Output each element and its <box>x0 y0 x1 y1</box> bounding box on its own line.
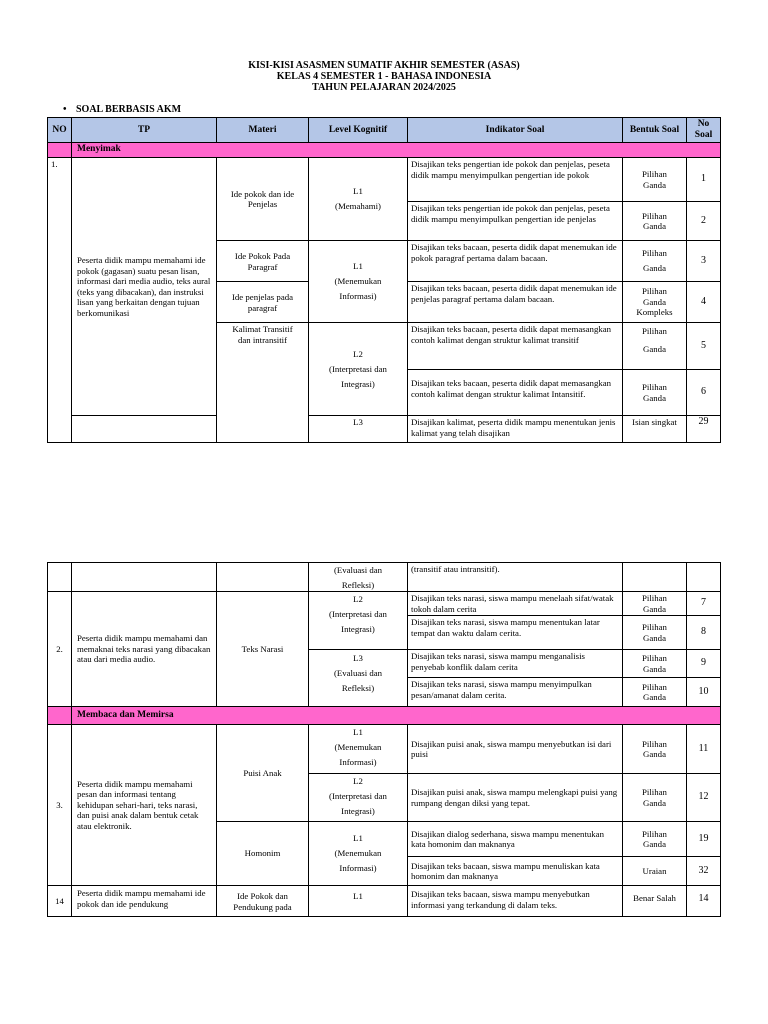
no-soal-cell: 5 <box>686 322 721 370</box>
indikator-cell <box>407 821 623 857</box>
bentuk-text: Pilihan <box>642 653 667 663</box>
no-soal-cell: 14 <box>686 885 721 917</box>
no-soal-cell: 7 <box>686 591 721 616</box>
indikator-cell: Disajikan kalimat, peserta didik mampu menentukan jenis kalimat yang telah disajikan <box>407 415 623 443</box>
level-text: L1 <box>353 186 363 196</box>
bentuk-cell: Uraian <box>622 856 687 886</box>
col-header-indikator: Indikator Soal <box>407 117 623 143</box>
level-text: (Evaluasi dan <box>333 565 383 575</box>
indikator-text: Disajikan dialog sederhana, siswa mampu menentukan kata homonim dan maknanya <box>411 828 604 849</box>
indikator-cell: Disajikan teks pengertian ide pokok dan penjelas, peseta didik mampu menyimpulkan pengertian ide pokok <box>407 157 623 202</box>
bentuk-text: Pilihan <box>642 326 667 336</box>
tp-cell-empty <box>71 415 217 443</box>
indikator-cell: Disajikan teks bacaan, siswa mampu menyebutkan informasi yang terkandung di dalam teks. <box>407 885 623 917</box>
cont-bentuk-cell <box>622 562 687 592</box>
col-header-materi: Materi <box>216 117 309 143</box>
bentuk-cell <box>622 201 687 241</box>
indikator-cell: Disajikan teks bacaan, peserta didik dapat menemukan ide penjelas paragraf pertama dalam bacaan. <box>407 281 623 323</box>
bentuk-text: Ganda <box>643 263 666 273</box>
materi-cell <box>216 885 309 917</box>
cont-tp-cell <box>71 562 217 592</box>
level-text: (Evaluasi dan <box>333 668 383 678</box>
level-text: Informasi) <box>339 291 377 301</box>
indikator-cell: Disajikan teks bacaan, peserta didik dapat menemukan ide pokok paragraf pertama dalam bacaan. <box>407 240 623 282</box>
no-soal-cell: 8 <box>686 615 721 650</box>
materi-text: Paragraf <box>247 261 278 272</box>
bentuk-text: Ganda <box>643 344 666 354</box>
bentuk-cell <box>622 821 687 857</box>
col-header-no-soal <box>686 117 721 143</box>
indikator-cell: Disajikan teks narasi, siswa mampu menyimpulkan pesan/amanat dalam cerita. <box>407 677 623 707</box>
bentuk-text: Pilihan <box>642 738 667 749</box>
bullet-dot-icon: • <box>63 104 67 115</box>
cont-level-cell <box>308 562 408 592</box>
level-cell <box>308 157 408 241</box>
bentuk-text: Pilihan <box>642 210 667 221</box>
level-text: L1 <box>353 833 363 843</box>
indikator-text: Disajikan puisi anak, siswa mampu menyebutkan isi dari puisi <box>411 738 612 759</box>
col-header-level: Level Kognitif <box>308 117 408 143</box>
indikator-text: Disajikan teks bacaan, peserta didik dapat memasangkan contoh kalimat dengan struktur kalimat Intansitif. <box>411 378 612 399</box>
no-soal-cell: 4 <box>686 281 721 323</box>
bullet-label: SOAL BERBASIS AKM <box>76 104 182 115</box>
bentuk-text: Ganda <box>643 632 666 643</box>
materi-text: Ide pokok dan ide <box>230 188 295 199</box>
indikator-cell <box>407 369 623 416</box>
no-soal-cell: 10 <box>686 677 721 707</box>
col-header-no-soal-line2: Soal <box>694 130 713 140</box>
level-text: L3 <box>353 653 363 663</box>
materi-text: Pendukung pada <box>233 901 292 912</box>
cont-no-soal-cell <box>686 562 721 592</box>
bentuk-cell <box>622 724 687 774</box>
col-header-bentuk: Bentuk Soal <box>622 117 687 143</box>
materi-cell: Homonim <box>216 821 309 886</box>
bentuk-cell <box>622 281 687 323</box>
level-text: (Menemukan <box>334 742 382 752</box>
materi-text: Penjelas <box>247 199 278 209</box>
tp-cell <box>71 724 217 886</box>
level-text: (Interpretasi dan <box>329 791 387 801</box>
indikator-cell <box>407 856 623 886</box>
bentuk-cell <box>622 240 687 282</box>
bentuk-text: Ganda <box>643 797 666 808</box>
bentuk-text: Pilihan <box>642 828 667 839</box>
cont-indikator-cell: (transitif atau intransitif). <box>407 562 623 592</box>
indikator-cell <box>407 724 623 774</box>
materi-cell <box>216 240 309 282</box>
level-cell <box>308 415 408 443</box>
tp-text: Peserta didik mampu memahami ide pokok dan ide pendukung <box>77 888 206 909</box>
indikator-cell: Disajikan teks bacaan, peserta didik dapat memasangkan contoh kalimat dengan struktur kalimat transitif <box>407 322 623 370</box>
indikator-cell: Disajikan teks narasi, siswa mampu menentukan latar tempat dan waktu dalam cerita. <box>407 615 623 650</box>
level-cell: L1 <box>308 885 408 917</box>
row-number: 1. <box>47 157 72 443</box>
bentuk-cell: Isian singkat <box>622 415 687 443</box>
bentuk-text: Kompleks <box>636 307 673 318</box>
level-text: L3 <box>353 417 363 427</box>
level-text: Informasi) <box>339 863 377 873</box>
indikator-text: Disajikan teks bacaan, siswa mampu menuliskan kata homonim dan maknanya <box>411 860 600 881</box>
bentuk-cell <box>622 157 687 202</box>
level-cell <box>308 240 408 323</box>
materi-cell <box>216 281 309 323</box>
no-soal-cell: 3 <box>686 240 721 282</box>
indikator-text: Disajikan puisi anak, siswa mampu melengkapi puisi yang rumpang dengan diksi yang tepat. <box>411 787 618 808</box>
bentuk-text: Pilihan <box>642 593 667 603</box>
bentuk-cell <box>622 591 687 616</box>
bentuk-text: Ganda <box>643 392 666 403</box>
bentuk-cell <box>622 615 687 650</box>
no-soal-cell: 11 <box>686 724 721 774</box>
bentuk-text: Ganda <box>643 749 666 759</box>
level-text: Integrasi) <box>341 378 375 389</box>
bentuk-text: Pilihan <box>642 622 667 632</box>
section-row-membaca: Membaca dan Memirsa <box>71 706 721 725</box>
no-soal-cell: 29 <box>686 415 721 443</box>
no-soal-cell: 6 <box>686 369 721 416</box>
tp-cell <box>71 591 217 707</box>
col-header-no: NO <box>47 117 72 143</box>
materi-cell <box>216 157 309 241</box>
no-soal-cell: 19 <box>686 821 721 857</box>
level-cell <box>308 322 408 416</box>
materi-text: dan intransitif <box>237 334 288 345</box>
level-text: L1 <box>353 261 363 271</box>
level-cell <box>308 724 408 774</box>
level-text: (Menemukan <box>334 848 382 858</box>
materi-cell <box>216 322 309 443</box>
cont-materi-cell <box>216 562 309 592</box>
bentuk-text: Ganda <box>643 692 666 702</box>
row-number: 14 <box>47 885 72 917</box>
level-text: (Memahami) <box>335 201 381 211</box>
materi-text: Kalimat Transitif <box>232 324 293 334</box>
document-title-line-3: TAHUN PELAJARAN 2024/2025 <box>312 82 456 93</box>
level-cell <box>308 773 408 822</box>
level-text: L2 <box>353 776 363 786</box>
tp-cell <box>71 885 217 917</box>
level-text: L2 <box>353 594 363 604</box>
bentuk-text: Ganda <box>643 839 666 849</box>
level-text: (Menemukan <box>334 276 382 286</box>
bentuk-cell <box>622 649 687 678</box>
level-text: L1 <box>353 727 363 737</box>
level-text: (Interpretasi dan <box>329 363 387 374</box>
level-text: L2 <box>353 348 363 359</box>
bentuk-text: Ganda <box>643 179 666 190</box>
no-soal-cell: 9 <box>686 649 721 678</box>
bentuk-text: Pilihan <box>642 286 667 297</box>
bentuk-text: Ganda <box>643 603 666 614</box>
level-text: (Interpretasi dan <box>329 609 387 619</box>
indikator-cell: Disajikan teks pengertian ide pokok dan penjelas, peseta didik mampu menyimpulkan pengertian ide penjelas <box>407 201 623 241</box>
section-row-no-cell <box>47 142 72 158</box>
bentuk-cell: Benar Salah <box>622 885 687 917</box>
bentuk-text: Ganda <box>643 221 666 231</box>
bentuk-text: Pilihan <box>642 787 667 797</box>
level-text: Refleksi) <box>341 580 375 590</box>
document-title-line-1: KISI-KISI ASASMEN SUMATIF AKHIR SEMESTER (ASAS) <box>248 60 520 71</box>
no-soal-cell: 12 <box>686 773 721 822</box>
section-bullet <box>63 104 182 115</box>
materi-text: Ide Pokok dan <box>237 891 288 901</box>
indikator-cell: Disajikan teks narasi, siswa mampu menelaah sifat/watak tokoh dalam cerita <box>407 591 623 616</box>
bentuk-cell <box>622 369 687 416</box>
bentuk-text: Pilihan <box>642 169 667 179</box>
level-cell <box>308 649 408 707</box>
bentuk-cell <box>622 773 687 822</box>
tp-text: Peserta didik mampu memahami ide pokok (gagasan) suatu pesan lisan, informasi dari media audio, teks aural (teks yang dibacakan), dan instruksi lisan yang berkaitan dengan tujuan berkomunikasi <box>77 255 211 318</box>
level-text: Integrasi) <box>341 806 375 816</box>
row-number: 2. <box>47 591 72 707</box>
level-text: Informasi) <box>339 757 377 767</box>
level-text: Refleksi) <box>341 683 375 693</box>
bentuk-text: Pilihan <box>642 382 667 392</box>
tp-text: Peserta didik mampu memahami dan memaknai teks narasi yang dibacakan atau dari media audio. <box>77 633 211 665</box>
bentuk-cell <box>622 322 687 370</box>
tp-text: Peserta didik mampu memahami pesan dan informasi tentang kehidupan sehari-hari, teks narasi, dan puisi anak dalam bentuk cetak atau elektronik. <box>77 778 199 831</box>
materi-text: paragraf <box>247 302 278 313</box>
no-soal-cell: 2 <box>686 201 721 241</box>
level-text: Integrasi) <box>341 624 375 634</box>
materi-text: Ide penjelas pada <box>231 292 294 302</box>
indikator-cell: Disajikan teks narasi, siswa mampu menganalisis penyebab konflik dalam cerita <box>407 649 623 678</box>
bentuk-text: Pilihan <box>642 248 667 258</box>
document-title-line-2: KELAS 4 SEMESTER 1 - BAHASA INDONESIA <box>276 71 492 82</box>
col-header-tp: TP <box>71 117 217 143</box>
bentuk-cell <box>622 677 687 707</box>
level-cell <box>308 821 408 886</box>
indikator-cell <box>407 773 623 822</box>
level-cell <box>308 591 408 650</box>
section-row-menyimak: Menyimak <box>71 142 721 158</box>
bentuk-text: Pilihan <box>642 681 667 692</box>
no-soal-cell: 32 <box>686 856 721 886</box>
cont-no-cell <box>47 562 72 592</box>
materi-cell: Puisi Anak <box>216 724 309 822</box>
row-number: 3. <box>47 724 72 886</box>
no-soal-cell: 1 <box>686 157 721 202</box>
materi-text: Ide Pokok Pada <box>234 251 291 261</box>
col-header-no-soal-line1: No <box>697 119 710 129</box>
bentuk-text: Ganda <box>643 296 666 307</box>
bentuk-text: Ganda <box>643 663 666 674</box>
materi-cell: Teks Narasi <box>216 591 309 707</box>
section-row-no-cell <box>47 706 72 725</box>
tp-cell <box>71 157 217 416</box>
